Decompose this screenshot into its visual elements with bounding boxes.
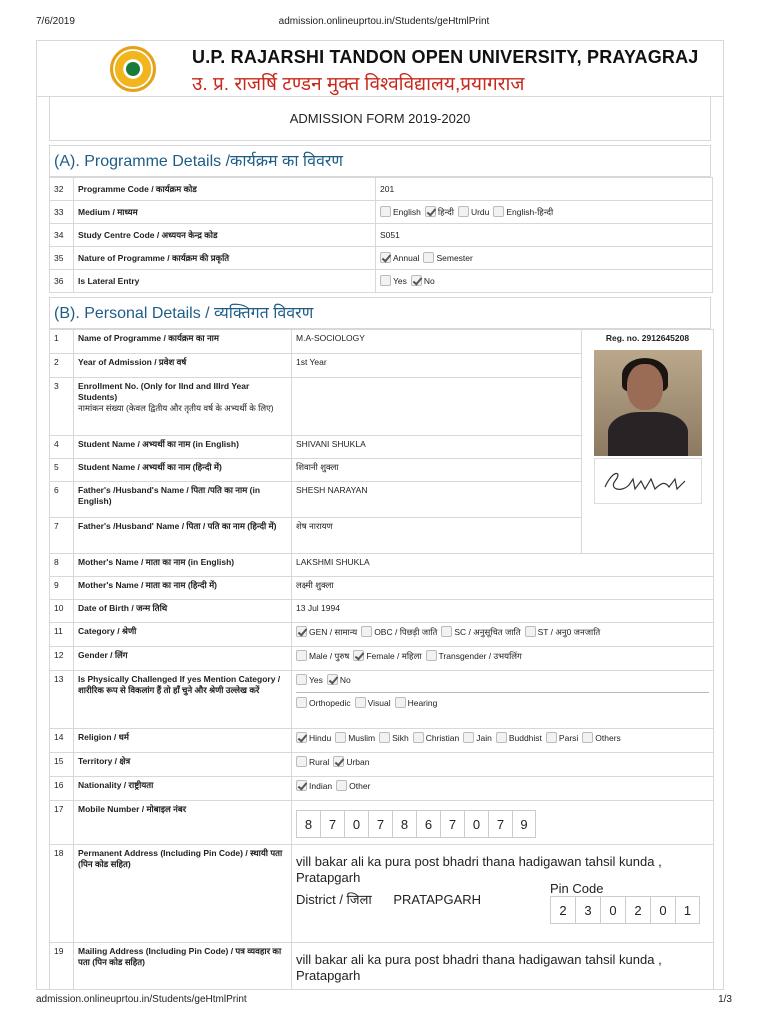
student-name-hi-value: शिवानी शुक्ला <box>292 459 582 482</box>
row-number: 11 <box>50 623 74 647</box>
table-row <box>50 577 714 600</box>
option-label: No <box>423 276 435 286</box>
field-label: Religion / धर्म <box>74 729 292 753</box>
row-number: 9 <box>50 577 74 600</box>
field-label: Permanent Address (Including Pin Code) / स्थायी पता (पिन कोड सहित) <box>74 845 292 943</box>
field-label: Nature of Programme / कार्यक्रम की प्रकृति <box>74 247 376 270</box>
admission-form-sheet <box>36 40 724 990</box>
option-label: Visual <box>367 698 391 708</box>
option-label: Jain <box>476 733 492 743</box>
option-label: Other <box>349 781 371 791</box>
option-label: हिन्दी <box>437 207 454 217</box>
print-date: 7/6/2019 <box>36 16 75 27</box>
row-number: 33 <box>50 201 74 224</box>
table-row <box>50 247 713 270</box>
gender-options <box>292 647 714 671</box>
table-row <box>50 647 714 671</box>
checkbox-icon[interactable] <box>296 650 307 661</box>
option-label: Yes <box>309 675 323 685</box>
field-label: Student Name / अभ्यर्थी का नाम (हिन्दी में) <box>74 459 292 482</box>
digit-box: 7 <box>440 810 464 838</box>
option <box>296 627 357 637</box>
personal-details-table <box>49 329 714 990</box>
district-value: PRATAPGARH <box>393 892 482 907</box>
admission-year-value: 1st Year <box>292 354 582 378</box>
option <box>296 781 332 791</box>
option-label: OBC / पिछड़ी जाति <box>374 627 438 637</box>
row-number: 19 <box>50 943 74 991</box>
enrollment-label-en: Enrollment No. (Only for IInd and IIIrd Year Students) <box>78 381 250 402</box>
medium-options <box>376 201 713 224</box>
option-label: Yes <box>393 276 407 286</box>
table-row <box>50 270 713 293</box>
lateral-entry-options <box>376 270 713 293</box>
checkbox-icon[interactable] <box>441 626 452 637</box>
mother-name-en-value: LAKSHMI SHUKLA <box>292 554 714 577</box>
photo-signature-cell <box>582 330 714 554</box>
mobile-number-digits <box>296 810 709 838</box>
option <box>546 733 578 743</box>
option-label: Female / महिला <box>366 651 422 661</box>
field-label: Mailing Address (Including Pin Code) / पत्र व्यवहार का पता (पिन कोड सहित) <box>74 943 292 991</box>
row-number: 17 <box>50 801 74 845</box>
checkbox-icon[interactable] <box>413 732 424 743</box>
father-name-en-value: SHESH NARAYAN <box>292 482 582 518</box>
digit-box: 0 <box>344 810 368 838</box>
enrollment-number-value <box>292 378 582 436</box>
university-logo-icon <box>110 46 156 92</box>
programme-nature-options <box>376 247 713 270</box>
university-name-en: U.P. RAJARSHI TANDON OPEN UNIVERSITY, PRAYAGRAJ <box>192 47 699 67</box>
checkbox-icon[interactable] <box>355 697 366 708</box>
table-row <box>50 623 714 647</box>
option <box>296 757 329 767</box>
physically-challenged-label-hi: शारीरिक रूप से विकलांग हैं तो हाँ चुने और श्रेणी उल्लेख करें <box>78 685 260 695</box>
option-label: ST / अनु0 जनजाति <box>537 627 601 637</box>
field-label: Student Name / अभ्यर्थी का नाम (in English) <box>74 436 292 459</box>
option <box>525 627 601 637</box>
programme-details-table <box>49 177 713 293</box>
checked-checkbox-icon[interactable] <box>333 756 344 767</box>
field-label: Name of Programme / कार्यक्रम का नाम <box>74 330 292 354</box>
checkbox-icon[interactable] <box>380 275 391 286</box>
pin-code-digits <box>550 896 700 924</box>
section-b-title: (B). Personal Details / व्यक्तिगत विवरण <box>49 297 711 329</box>
checked-checkbox-icon[interactable] <box>296 732 307 743</box>
digit-box: 6 <box>416 810 440 838</box>
checked-checkbox-icon[interactable] <box>425 206 436 217</box>
digit-box: 9 <box>512 810 536 838</box>
checkbox-icon[interactable] <box>493 206 504 217</box>
table-row <box>50 224 713 247</box>
field-label: Category / श्रेणी <box>74 623 292 647</box>
field-label: Medium / माध्यम <box>74 201 376 224</box>
option <box>395 698 438 708</box>
enrollment-label-hi: नामांकन संख्या (केवल द्वितीय और तृतीय वर्ष के अभ्यर्थी के लिए) <box>78 403 274 413</box>
option <box>355 698 391 708</box>
option-label: GEN / सामान्य <box>309 627 358 637</box>
row-number: 4 <box>50 436 74 459</box>
checkbox-icon[interactable] <box>525 626 536 637</box>
option <box>413 733 460 743</box>
option <box>296 698 351 708</box>
checkbox-icon[interactable] <box>496 732 507 743</box>
option-label: Rural <box>309 757 330 767</box>
option <box>353 651 421 661</box>
checkbox-icon[interactable] <box>463 732 474 743</box>
field-label <box>74 378 292 436</box>
checkbox-icon[interactable] <box>582 732 593 743</box>
checkbox-icon[interactable] <box>296 697 307 708</box>
field-label: Gender / लिंग <box>74 647 292 671</box>
option <box>425 207 454 217</box>
checked-checkbox-icon[interactable] <box>296 780 307 791</box>
digit-box: 7 <box>320 810 344 838</box>
checkbox-icon[interactable] <box>361 626 372 637</box>
option <box>327 675 351 685</box>
religion-options <box>292 729 714 753</box>
print-footer-url: admission.onlineuprtou.in/Students/geHtmlPrint <box>36 994 247 1005</box>
programme-code-value: 201 <box>376 178 713 201</box>
digit-box: 0 <box>600 896 625 924</box>
row-number: 13 <box>50 671 74 729</box>
option-label: SC / अनुसूचित जाति <box>454 627 521 637</box>
field-label: Mother's Name / माता का नाम (हिन्दी में) <box>74 577 292 600</box>
divider <box>296 692 709 693</box>
row-number: 6 <box>50 482 74 518</box>
field-label: Territory / क्षेत्र <box>74 753 292 777</box>
option-label: Others <box>595 733 621 743</box>
date-of-birth-value: 13 Jul 1994 <box>292 600 714 623</box>
row-number: 3 <box>50 378 74 436</box>
checkbox-icon[interactable] <box>426 650 437 661</box>
student-name-en-value: SHIVANI SHUKLA <box>292 436 582 459</box>
option-label: Hearing <box>407 698 438 708</box>
option <box>582 733 621 743</box>
option <box>463 733 492 743</box>
option <box>458 207 489 217</box>
table-row <box>50 753 714 777</box>
programme-name-value: M.A-SOCIOLOGY <box>292 330 582 354</box>
option-label: Muslim <box>348 733 376 743</box>
checkbox-icon[interactable] <box>296 756 307 767</box>
father-name-hi-value: शेष नारायण <box>292 518 582 554</box>
table-row <box>50 201 713 224</box>
row-number: 18 <box>50 845 74 943</box>
option <box>336 781 370 791</box>
row-number: 5 <box>50 459 74 482</box>
option <box>441 627 520 637</box>
registration-number: Reg. no. 2912645208 <box>605 333 690 343</box>
option <box>333 757 369 767</box>
digit-box: 8 <box>296 810 320 838</box>
checkbox-icon[interactable] <box>335 732 346 743</box>
checked-checkbox-icon[interactable] <box>380 252 391 263</box>
checkbox-icon[interactable] <box>423 252 434 263</box>
option-label: Urdu <box>470 207 490 217</box>
option <box>496 733 542 743</box>
checkbox-icon[interactable] <box>458 206 469 217</box>
option-label: Male / पुरुष <box>309 651 350 661</box>
field-label: Father's /Husband's Name / पिता /पति का नाम (in English) <box>74 482 292 518</box>
option-label: Annual <box>393 253 420 263</box>
option <box>426 651 522 661</box>
table-row <box>50 600 714 623</box>
row-number: 14 <box>50 729 74 753</box>
field-label: Mobile Number / मोबाइल नंबर <box>74 801 292 845</box>
row-number: 16 <box>50 777 74 801</box>
option <box>380 253 419 263</box>
digit-box: 8 <box>392 810 416 838</box>
section-a-title: (A). Programme Details /कार्यक्रम का विवरण <box>49 145 711 177</box>
checked-checkbox-icon[interactable] <box>296 626 307 637</box>
mailing-address-value: vill bakar ali ka pura post bhadri thana hadigawan tahsil kunda , Pratapgarh <box>296 952 662 983</box>
digit-box: 3 <box>575 896 600 924</box>
mobile-number-cell <box>292 801 714 845</box>
field-label <box>74 671 292 729</box>
university-header <box>37 41 723 97</box>
district-label: District / जिला <box>296 892 372 907</box>
mother-name-hi-value: लक्ष्मी शुक्ला <box>292 577 714 600</box>
row-number: 15 <box>50 753 74 777</box>
table-row <box>50 671 714 729</box>
form-title: ADMISSION FORM 2019-2020 <box>49 97 711 141</box>
field-label: Father's /Husband' Name / पिता / पति का नाम (हिन्दी में) <box>74 518 292 554</box>
mailing-address-cell <box>292 943 714 991</box>
field-label: Study Centre Code / अध्ययन केन्द्र कोड <box>74 224 376 247</box>
row-number: 36 <box>50 270 74 293</box>
university-name-hi: उ. प्र. राजर्षि टण्डन मुक्त विश्वविद्यालय,प्रयागराज <box>192 74 525 95</box>
permanent-address-cell <box>292 845 714 943</box>
row-number: 2 <box>50 354 74 378</box>
field-label: Is Lateral Entry <box>74 270 376 293</box>
table-row <box>50 729 714 753</box>
option <box>423 253 472 263</box>
digit-box: 2 <box>625 896 650 924</box>
digit-box: 0 <box>650 896 675 924</box>
option-label: Semester <box>436 253 473 263</box>
print-header <box>36 16 732 30</box>
option <box>361 627 437 637</box>
print-footer <box>36 994 732 1008</box>
option-label: English <box>393 207 421 217</box>
nationality-options <box>292 777 714 801</box>
option-label: Hindu <box>309 733 332 743</box>
option-label: Urban <box>346 757 370 767</box>
pin-code-group <box>550 883 700 924</box>
row-number: 1 <box>50 330 74 354</box>
option-label: Transgender / उभयलिंग <box>438 651 522 661</box>
pin-code-label: Pin Code <box>550 881 604 896</box>
checkbox-icon[interactable] <box>336 780 347 791</box>
table-row <box>50 330 714 354</box>
row-number: 32 <box>50 178 74 201</box>
digit-box: 2 <box>550 896 575 924</box>
checkbox-icon[interactable] <box>296 674 307 685</box>
checkbox-icon[interactable] <box>395 697 406 708</box>
signature-image <box>594 458 702 504</box>
row-number: 7 <box>50 518 74 554</box>
table-row <box>50 801 714 845</box>
field-label: Mother's Name / माता का नाम (in English) <box>74 554 292 577</box>
category-options <box>292 623 714 647</box>
print-url: admission.onlineuprtou.in/Students/geHtmlPrint <box>278 16 490 27</box>
option <box>296 651 349 661</box>
option-label: No <box>339 675 351 685</box>
study-centre-code-value: S051 <box>376 224 713 247</box>
option <box>493 207 553 217</box>
option <box>335 733 375 743</box>
option-label: Parsi <box>558 733 579 743</box>
table-row <box>50 943 714 991</box>
row-number: 35 <box>50 247 74 270</box>
checked-checkbox-icon[interactable] <box>327 674 338 685</box>
digit-box: 0 <box>464 810 488 838</box>
field-label: Nationality / राष्ट्रीयता <box>74 777 292 801</box>
field-label: Date of Birth / जन्म तिथि <box>74 600 292 623</box>
option-label: English-हिन्दी <box>506 207 554 217</box>
option-label: Sikh <box>392 733 409 743</box>
disability-category-options <box>296 697 709 709</box>
option <box>411 276 435 286</box>
checkbox-icon[interactable] <box>380 206 391 217</box>
physically-challenged-cell <box>292 671 714 729</box>
option-label: Orthopedic <box>309 698 351 708</box>
student-photo <box>594 350 702 456</box>
table-row <box>50 777 714 801</box>
option <box>296 675 323 685</box>
row-number: 12 <box>50 647 74 671</box>
permanent-address-value: vill bakar ali ka pura post bhadri thana hadigawan tahsil kunda , Pratapgarh <box>296 854 662 885</box>
digit-box: 1 <box>675 896 700 924</box>
digit-box: 7 <box>488 810 512 838</box>
checkbox-icon[interactable] <box>546 732 557 743</box>
physically-challenged-options <box>296 674 709 686</box>
territory-options <box>292 753 714 777</box>
field-label: Year of Admission / प्रवेश वर्ष <box>74 354 292 378</box>
option <box>379 733 409 743</box>
row-number: 10 <box>50 600 74 623</box>
digit-box: 7 <box>368 810 392 838</box>
table-row <box>50 178 713 201</box>
table-row <box>50 845 714 943</box>
page-number: 1/3 <box>718 994 732 1005</box>
option <box>296 733 331 743</box>
option-label: Christian <box>425 733 460 743</box>
checked-checkbox-icon[interactable] <box>353 650 364 661</box>
option-label: Buddhist <box>508 733 542 743</box>
row-number: 34 <box>50 224 74 247</box>
field-label: Programme Code / कार्यक्रम कोड <box>74 178 376 201</box>
checkbox-icon[interactable] <box>379 732 390 743</box>
option <box>380 207 421 217</box>
row-number: 8 <box>50 554 74 577</box>
checked-checkbox-icon[interactable] <box>411 275 422 286</box>
option-label: Indian <box>309 781 333 791</box>
table-row <box>50 554 714 577</box>
option <box>380 276 407 286</box>
physically-challenged-label-en: Is Physically Challenged If yes Mention Category / <box>78 674 281 684</box>
